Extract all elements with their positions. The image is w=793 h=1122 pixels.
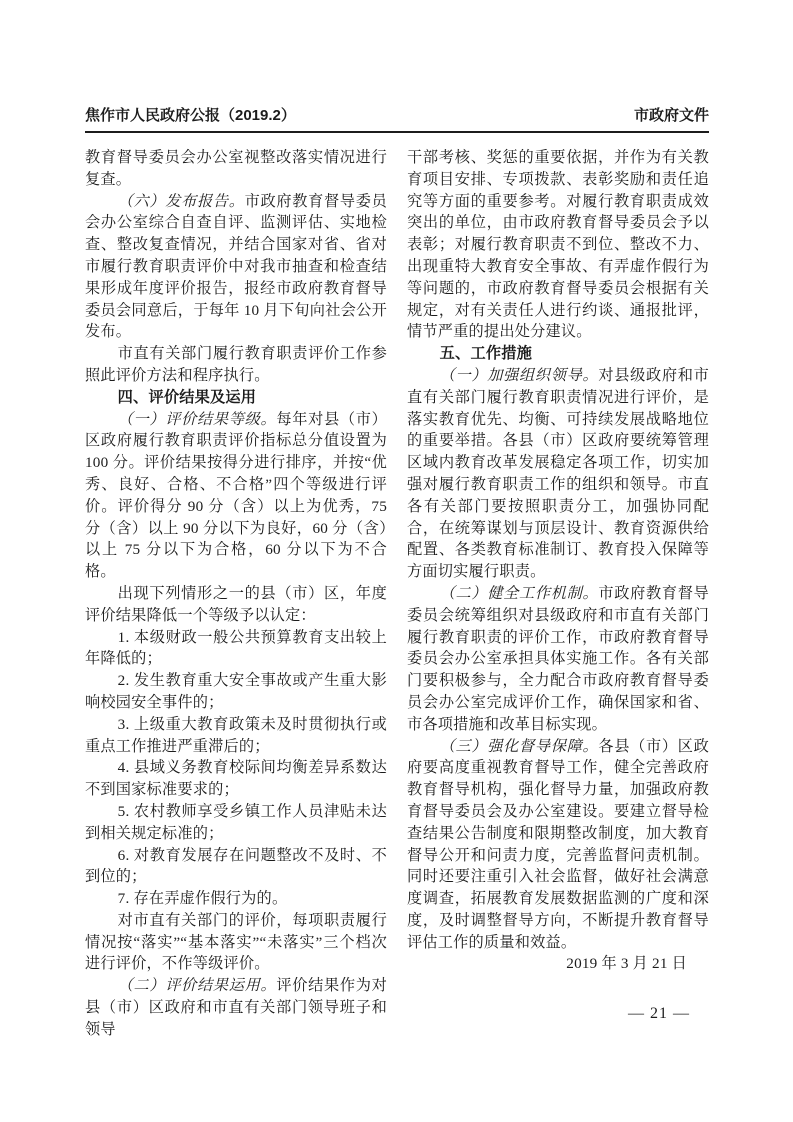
paragraph: 对市直有关部门的评价，每项职责履行情况按“落实”“基本落实”“未落实”三个档次进行评价，不作等级评价。 [85,911,387,973]
paragraph: 4. 县域义务教育校际间均衡差异系数达不到国家标准要求的； [85,759,387,799]
section-heading: 四、评价结果及运用 [117,388,257,406]
paragraph: 出现下列情形之一的县（市）区，年度评价结果降低一个等级予以认定： [85,584,387,624]
document-body [85,147,709,1041]
column-left [85,147,387,1041]
page-header [85,106,709,133]
paragraph: （三）强化督导保障。各县（市）区政府要高度重视教育督导工作，健全完善政府教育督导机构，强化督导力量，加强政府教育督导委员会及办公室建设。要建立督导检查结果公告制度和限期整改制度，加大教育督导公开和问责力度，完善监督问责机制。同时还要注重引入社会监督，做好社会满意度调查，拓展教育发展数据监测的广度和深度，及时调整督导方向，不断提升教育督导评估工作的质量和效益。 [407,737,710,951]
date-line: 2019 年 3 月 21 日 [566,955,687,973]
header-gazette-title: 焦作市人民政府公报（2019.2） [85,107,296,124]
paragraph-label: （二）健全工作机制。 [439,584,599,602]
paragraph: 6. 对教育发展存在问题整改不及时、不到位的； [85,846,387,886]
paragraph: （一）加强组织领导。对县级政府和市直有关部门履行教育职责情况进行评价，是落实教育优先、均衡、可持续发展战略地位的重要举措。各县（市）区政府要统筹管理区域内教育改革发展稳定各项工作，切实加强对履行教育职责工作的组织和领导。市直各有关部门要按照职责分工，加强协同配合，在统筹谋划与顶层设计、教育资源供给配置、各类教育标准制订、教育投入保障等方面切实履行职责。 [407,366,710,581]
header-section-title: 市政府文件 [633,107,709,124]
section-heading: 五、工作措施 [439,345,532,363]
paragraph-label: （三）强化督导保障。 [439,737,599,755]
paragraph-label: （一）评价结果等级。 [117,410,277,428]
paragraph-label: （二）评价结果运用。 [117,977,277,995]
paragraph: 3. 上级重大教育政策未及时贯彻执行或重点工作推进严重滞后的； [85,715,387,755]
paragraph: 教育督导委员会办公室视整改落实情况进行复查。 [85,149,387,188]
paragraph-label: （六）发布报告。 [117,192,245,210]
paragraph: 2. 发生教育重大安全事故或产生重大影响校园安全事件的； [85,672,387,711]
paragraph-label: （一）加强组织领导。 [439,366,599,384]
paragraph: （二）评价结果运用。评价结果作为对县（市）区政府和市直有关部门领导班子和领导 [85,977,388,1038]
paragraph: 干部考核、奖惩的重要依据，并作为有关教育项目安排、专项拨款、表彰奖励和责任追究等方面的重要参考。对履行教育职责成效突出的单位，由市政府教育督导委员会予以表彰；对履行教育职责不到位、整改不力、出现重特大教育安全事故、有弄虚作假行为等问题的，市政府教育督导委员会根据有关规定，对有关责任人进行约谈、通报批评，情节严重的提出处分建议。 [407,149,709,341]
paragraph: 5. 农村教师享受乡镇工作人员津贴未达到相关规定标准的； [85,802,387,842]
column-right [407,147,709,1041]
paragraph: 市直有关部门履行教育职责评价工作参照此评价方法和程序执行。 [85,345,387,384]
paragraph: （六）发布报告。市政府教育督导委员会办公室综合自查自评、监测评估、实地检查、整改复查情况，并结合国家对省、省对市履行教育职责评价中对我市抽查和检查结果形成年度评价报告，报经市政府教育督导委员会同意后，于每年 10 月下旬向社会公开发布。 [85,192,387,341]
page-number: — 21 — [628,1005,690,1022]
paragraph: 7. 存在弄虚作假行为的。 [117,890,288,908]
paragraph: （一）评价结果等级。每年对县（市）区政府履行教育职责评价指标总分值设置为 100 分。评价结果按得分进行排序，并按“优秀、良好、合格、不合格”四个等级进行评价。评价得分 90 分（含）以上为优秀，75 分（含）以上 90 分以下为良好，60 分（含）以上 75 分以下为合格，60 分以下为不合格。 [85,410,388,581]
paragraph: 1. 本级财政一般公共预算教育支出较上年降低的； [85,628,387,668]
paragraph: （二）健全工作机制。市政府教育督导委员会统筹组织对县级政府和市直有关部门履行教育职责的评价工作，市政府教育督导委员会办公室承担具体实施工作。各有关部门要积极参与，全力配合市政府教育督导委员会办公室完成评价工作，确保国家和省、市各项措施和改革目标实现。 [407,584,710,733]
